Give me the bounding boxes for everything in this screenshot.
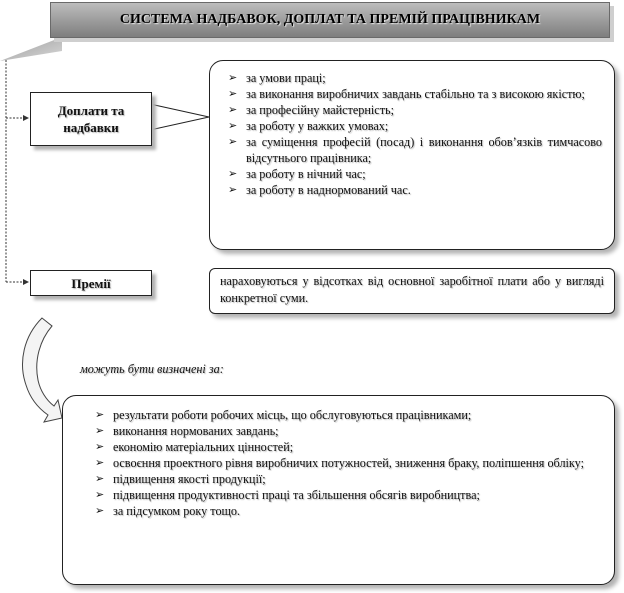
chevron-right-icon: ➢ — [228, 136, 238, 148]
page-title: СИСТЕМА НАДБАВОК, ДОПЛАТ ТА ПРЕМІЙ ПРАЦІВНИКАМ — [119, 12, 541, 27]
chevron-right-icon: ➢ — [228, 168, 238, 180]
list-item: ➢ підвищення продуктивності праці та збільшення обсягів виробництва; — [95, 488, 480, 502]
allowances-pointer — [150, 104, 209, 130]
curved-arrow-icon — [23, 318, 62, 422]
list-item: ➢ за роботу у важких умовах; — [228, 119, 389, 133]
list-item: ➢ підвищення якості продукції; — [95, 472, 266, 486]
criteria-list — [91, 407, 602, 519]
chevron-right-icon: ➢ — [228, 104, 238, 116]
list-item: ➢ економію матеріальних цінностей; — [95, 440, 294, 454]
list-item: ➢ за умови праці; — [228, 71, 326, 85]
bonuses-label-box — [30, 270, 152, 296]
chevron-right-icon: ➢ — [228, 88, 238, 100]
allowances-list-box — [209, 60, 615, 250]
list-item: ➢ освоєння проектного рівня виробничих потужностей, зниження браку, поліпшення обліку; — [95, 456, 584, 470]
bonuses-description: нараховуються у відсотках від основної заробітної плати або у вигляді конкретної суми. — [220, 274, 604, 305]
bonuses-description-box — [209, 268, 615, 314]
bonuses-label: Премії — [71, 275, 111, 291]
chevron-right-icon: ➢ — [95, 473, 105, 485]
chevron-right-icon: ➢ — [228, 120, 238, 132]
list-item: ➢ результати роботи робочих місць, що обслуговуються працівниками; — [95, 408, 472, 422]
list-item: ➢ виконання нормованих завдань; — [95, 424, 279, 438]
chevron-right-icon: ➢ — [95, 425, 105, 437]
chevron-right-icon: ➢ — [95, 505, 105, 517]
chevron-right-icon: ➢ — [228, 184, 238, 196]
list-item: ➢ за суміщення професій (посад) і виконання обов’язків тимчасово відсутнього працівника; — [228, 135, 602, 165]
list-item: ➢ за підсумком року тощо. — [95, 504, 241, 518]
chevron-right-icon: ➢ — [228, 72, 238, 84]
chevron-right-icon: ➢ — [95, 457, 105, 469]
list-item: ➢ за роботу в нічний час; — [228, 167, 366, 181]
criteria-intro: можуть бути визначені за: — [80, 362, 224, 376]
list-item: ➢ за роботу в наднормований час. — [228, 183, 411, 197]
list-item: ➢ за виконання виробничих завдань стабільно та з високою якістю; — [228, 87, 585, 101]
chevron-right-icon: ➢ — [95, 409, 105, 421]
allowances-label-box — [30, 92, 152, 146]
chevron-right-icon: ➢ — [95, 441, 105, 453]
allowances-label-line2: надбавки — [63, 120, 119, 135]
list-item: ➢ за професійну майстерність; — [228, 103, 394, 117]
allowances-label-line1: Доплати та — [57, 103, 125, 118]
allowances-list — [224, 70, 602, 198]
chevron-right-icon: ➢ — [95, 489, 105, 501]
criteria-list-box — [62, 395, 615, 585]
